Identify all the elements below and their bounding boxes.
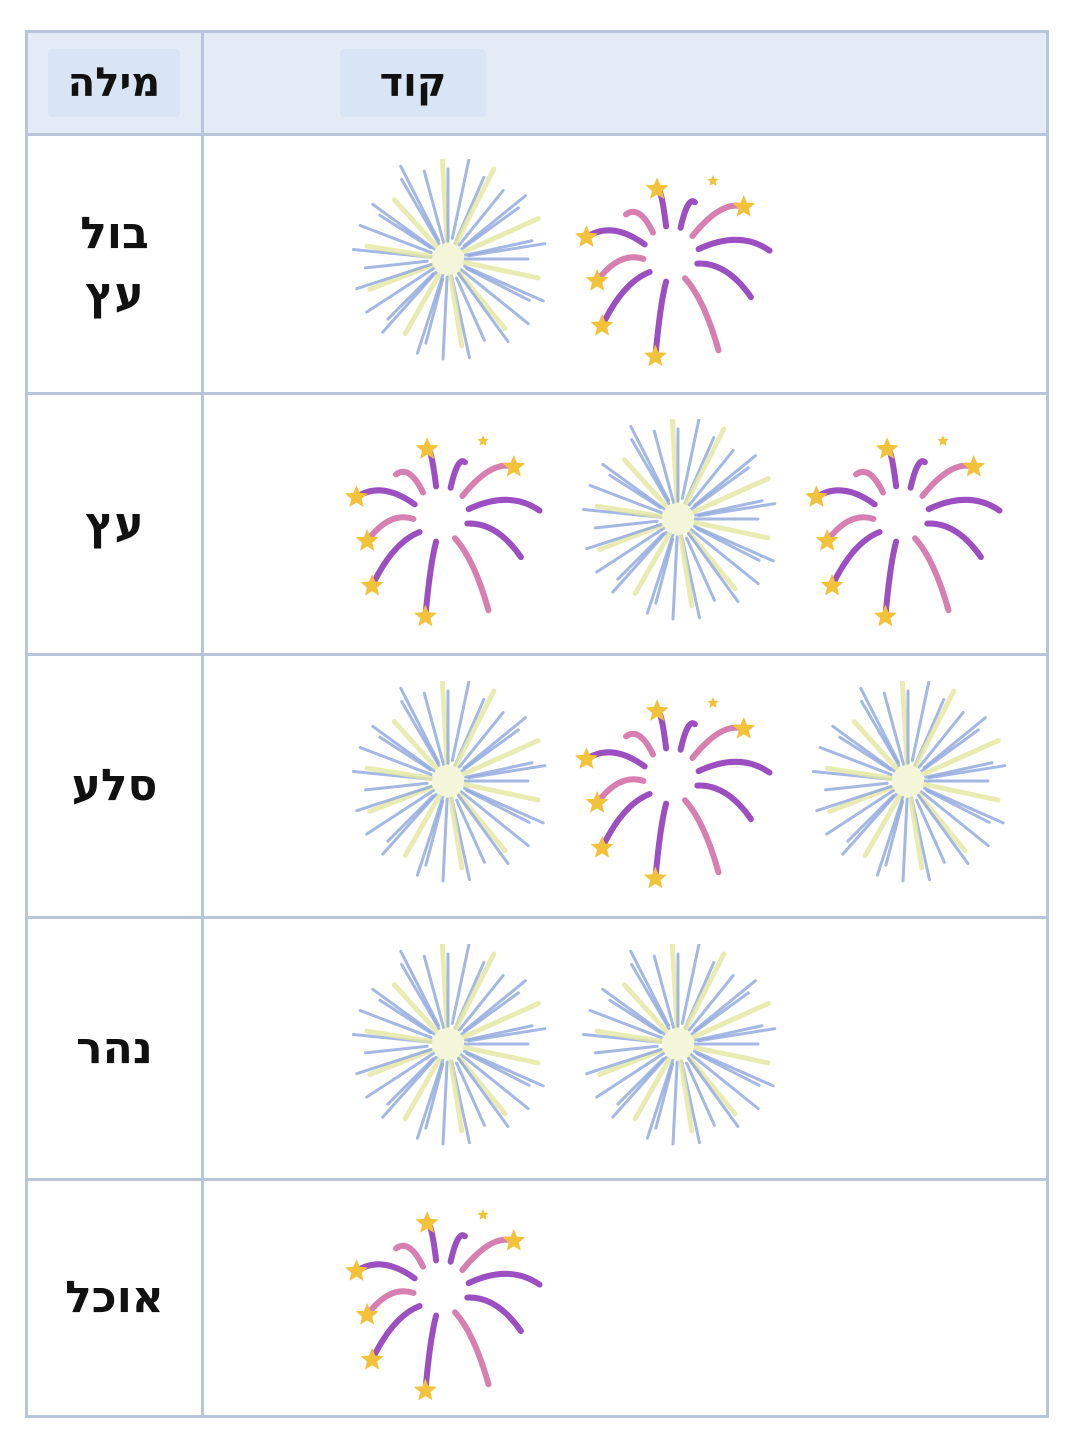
- blue-firework-icon: [333, 681, 563, 891]
- blue-firework-icon: [333, 159, 563, 369]
- row-word: [28, 919, 201, 1178]
- row-word: [28, 136, 201, 392]
- column-divider: [201, 33, 204, 1415]
- purple-firework-icon: [563, 681, 793, 891]
- code-sequence: [333, 681, 1023, 891]
- blue-firework-icon: [793, 681, 1023, 891]
- blue-firework-icon: [563, 419, 793, 629]
- code-column-header: קוד: [340, 49, 486, 117]
- purple-firework-icon: [333, 419, 563, 629]
- word-line: עץ: [85, 498, 144, 549]
- purple-firework-icon: [793, 419, 1023, 629]
- word-column-header: מילה: [48, 49, 180, 117]
- word-line: נהר: [76, 1022, 153, 1074]
- code-table: [25, 30, 1049, 1418]
- code-sequence: [333, 159, 793, 369]
- row-word: [28, 1181, 201, 1415]
- word-line: בול: [80, 208, 149, 259]
- code-sequence: [333, 419, 1023, 629]
- blue-firework-icon: [563, 944, 793, 1154]
- purple-firework-icon: [333, 1193, 563, 1403]
- table-header: [28, 33, 1046, 136]
- row-word: [28, 395, 201, 653]
- word-line: אוכל: [65, 1272, 164, 1323]
- code-sequence: [333, 1193, 563, 1403]
- purple-firework-icon: [563, 159, 793, 369]
- blue-firework-icon: [333, 944, 563, 1154]
- code-sequence: [333, 944, 793, 1154]
- row-word: [28, 656, 201, 916]
- word-line: עץ: [85, 268, 144, 319]
- word-line: סלע: [71, 760, 158, 811]
